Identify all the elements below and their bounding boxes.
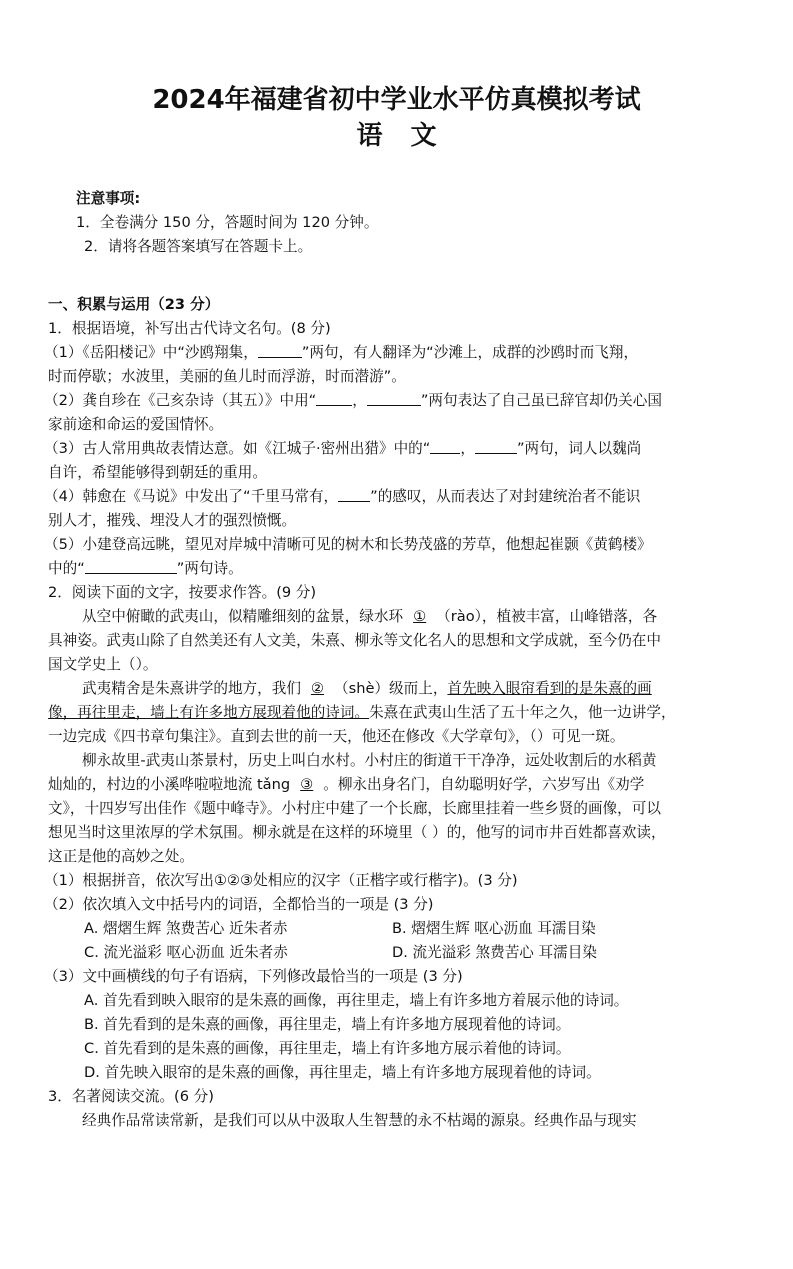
underlined-sentence: 像，再往里走，墙上有许多地方展现着他的诗词。 [48, 704, 370, 721]
q2-para-2-line-3: 一边完成《四书章句集注》。直到去世的前一天，他还在修改《大学章句》，（）可见一斑。 [48, 728, 625, 745]
q2-para-1-line-1: 从空中俯瞰的武夷山，似精雕细刻的盆景，绿水环 ① （rào），植被丰富，山峰错落，各 [82, 608, 658, 625]
q1-part-3-line-1: （3）古人常用典故表情达意。如《江城子·密州出猎》中的“ ， ”两句，词人以魏尚 [44, 440, 642, 457]
notice-heading: 注意事项: [76, 190, 141, 207]
answer-blank [258, 342, 302, 358]
q1-part-2-line-2: 家前途和命运的爱国情怀。 [48, 416, 224, 433]
option-c: C. 流光溢彩 呕心沥血 近朱者赤 [84, 944, 288, 961]
q2-para-2-line-2: 像，再往里走，墙上有许多地方展现着他的诗词。朱熹在武夷山生活了五十年之久，他一边讲学， [48, 704, 676, 721]
q2-para-3-line-5: 这正是他的高妙之处。 [48, 848, 194, 865]
answer-blank [430, 438, 460, 454]
exam-title: 2024年福建省初中学业水平仿真模拟考试 [152, 85, 641, 115]
option-b: B. 首先看到的是朱熹的画像，再往里走，墙上有许多地方展现着他的诗词。 [84, 1016, 571, 1033]
blank-3: ③ [300, 776, 314, 793]
q2-sub-1: （1）根据拼音，依次写出①②③处相应的汉字（正楷字或行楷字)。(3 分) [44, 872, 518, 889]
question-2-stem: 2．阅读下面的文字，按要求作答。(9 分) [48, 584, 317, 601]
option-d: D. 流光溢彩 煞费苦心 耳濡目染 [392, 944, 597, 961]
option-b: B. 熠熠生辉 呕心沥血 耳濡目染 [392, 920, 596, 937]
notice-item-1: 1．全卷满分 150 分，答题时间为 120 分钟。 [76, 214, 379, 231]
blank-1: ① [413, 608, 427, 625]
answer-blank [475, 438, 517, 454]
q1-part-1-line-1: （1）《岳阳楼记》中“沙鸥翔集， ”两句，有人翻译为“沙滩上，成群的沙鸥时而飞翔， [44, 344, 639, 361]
q1-part-4-line-1: （4）韩愈在《马说》中发出了“千里马常有， ”的感叹，从而表达了对封建统治者不能识 [44, 488, 641, 505]
underlined-sentence: 首先映入眼帘看到的是朱熹的画 [447, 680, 652, 697]
q1-part-5-line-1: （5）小建登高远眺，望见对岸城中清晰可见的树木和长势茂盛的芳草，他想起崔颢《黄鹤楼》 [44, 536, 652, 553]
notice-item-2: 2．请将各题答案填写在答题卡上。 [84, 238, 313, 255]
q1-part-3-line-2: 自许，希望能够得到朝廷的重用。 [48, 464, 267, 481]
q2-para-1-line-3: 国文学史上（）。 [48, 656, 158, 673]
question-1-stem: 1．根据语境，补写出古代诗文名句。(8 分) [48, 320, 331, 337]
answer-blank [367, 390, 421, 406]
option-a: A. 首先看到映入眼帘的是朱熹的画像，再往里走，墙上有许多地方着展示他的诗词。 [84, 992, 629, 1009]
q2-para-2-line-1: 武夷精舍是朱熹讲学的地方，我们 ② （shè）级而上，首先映入眼帘看到的是朱熹的画 [82, 680, 652, 697]
q1-part-1-line-2: 时而停歇；水波里，美丽的鱼儿时而浮游，时而潜游”。 [48, 368, 406, 385]
q2-para-3-line-2: 灿灿的，村边的小溪哗啦啦地流 tǎng ③ 。柳永出身名门，自幼聪明好学，六岁写出《劝学 [48, 776, 645, 793]
option-d: D. 首先映入眼帘的是朱熹的画像，再往里走，墙上有许多地方展现着他的诗词。 [84, 1064, 601, 1081]
q1-part-4-line-2: 别人才，摧残、埋没人才的强烈愤慨。 [48, 512, 297, 529]
section-heading: 一、积累与运用（23 分） [48, 296, 220, 313]
answer-blank [85, 558, 177, 574]
q2-sub-3: （3）文中画横线的句子有语病，下列修改最恰当的一项是 (3 分) [44, 968, 463, 985]
q2-para-3-line-3: 文》，十四岁写出佳作《题中峰寺》。小村庄中建了一个长廊，长廊里挂着一些乡贤的画像，可以 [48, 800, 661, 817]
q1-part-2-line-1: （2）龚自珍在《己亥杂诗（其五）》中用“ ， ”两句表达了自己虽已辞官却仍关心国 [44, 392, 662, 409]
option-c: C. 首先看到的是朱熹的画像，再往里走，墙上有许多地方展示着他的诗词。 [84, 1040, 571, 1057]
q1-part-5-line-2: 中的“ ”两句诗。 [48, 560, 243, 577]
blank-2: ② [310, 680, 325, 697]
q2-sub-2: （2）依次填入文中括号内的词语，全都恰当的一项是 (3 分) [44, 896, 434, 913]
answer-blank [338, 486, 370, 502]
q2-para-3-line-4: 想见当时这里浓厚的学术氛围。柳永就是在这样的环境里（ ）的，他写的词市井百姓都喜欢读， [48, 824, 666, 841]
q2-para-3-line-1: 柳永故里-武夷山茶景村，历史上叫白水村。小村庄的街道干干净净，远处收割后的水稻黄 [82, 752, 657, 769]
option-a: A. 熠熠生辉 煞费苦心 近朱者赤 [84, 920, 288, 937]
answer-blank [316, 390, 352, 406]
q3-para-line-1: 经典作品常读常新，是我们可以从中汲取人生智慧的永不枯竭的源泉。经典作品与现实 [82, 1112, 637, 1129]
question-3-stem: 3．名著阅读交流。(6 分) [48, 1088, 214, 1105]
q2-para-1-line-2: 具神姿。武夷山除了自然美还有人文美，朱熹、柳永等文化名人的思想和文学成就，至今仍在中 [48, 632, 661, 649]
exam-subject: 语文 [356, 121, 465, 151]
